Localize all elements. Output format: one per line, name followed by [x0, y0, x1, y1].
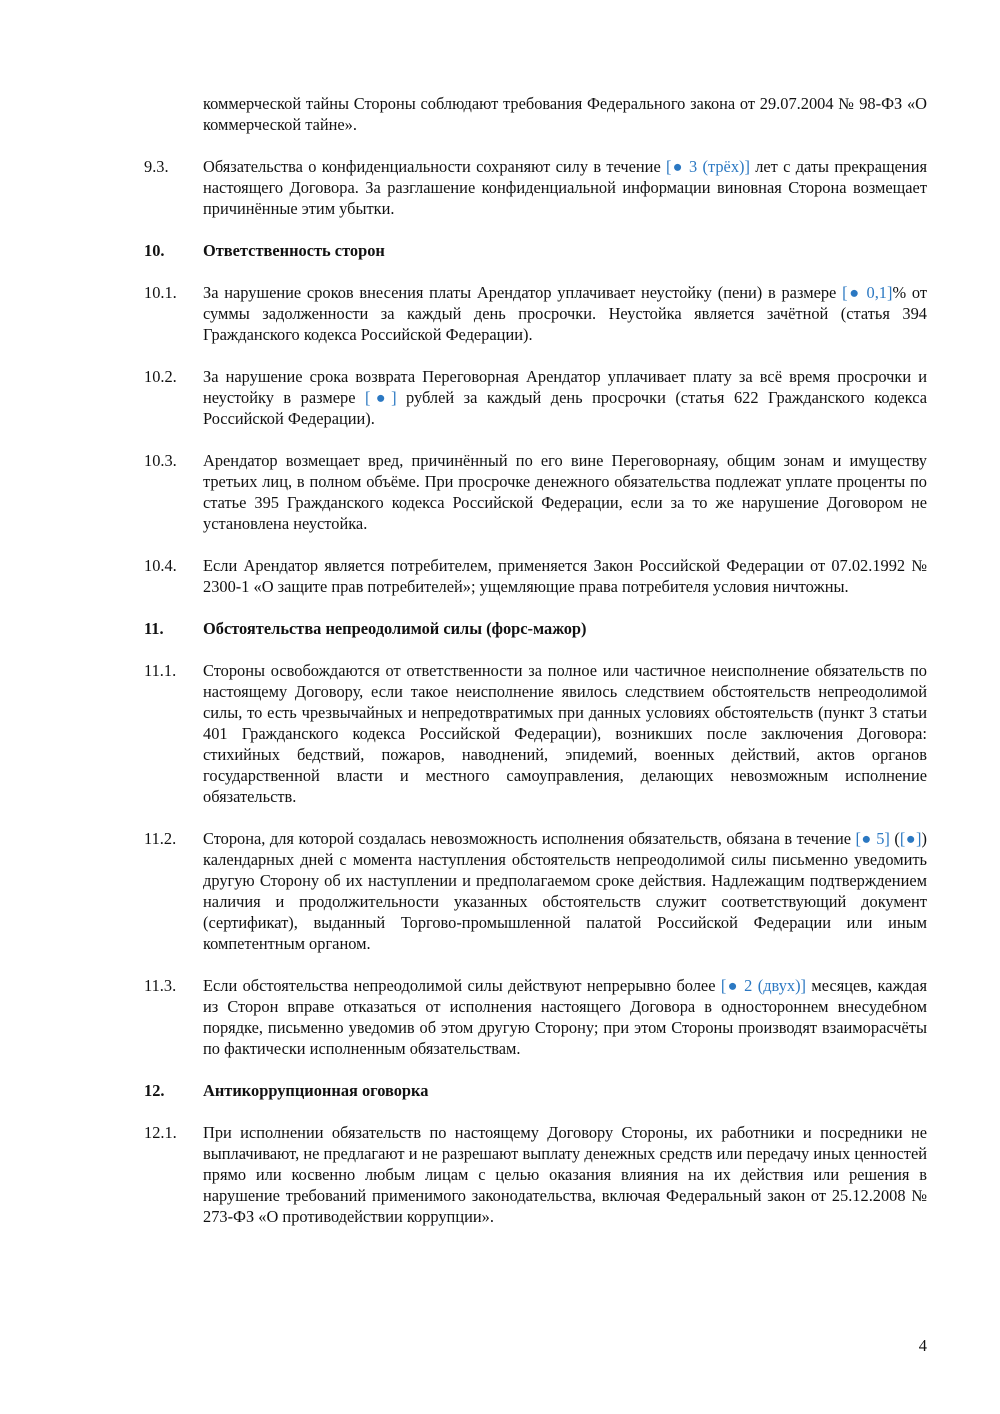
section-heading-12 — [144, 1080, 927, 1101]
clause-text — [203, 366, 927, 429]
continued-paragraph: коммерческой тайны Стороны соблюдают требования Федерального закона от 29.07.2004 № 98-ФЗ «О коммерческой тайне». — [203, 94, 927, 134]
clause-number: 10.2. — [144, 367, 177, 386]
placeholder-field: [● 0,1] — [842, 283, 893, 302]
clause-number: 11.1. — [144, 661, 177, 680]
clause-10-3 — [144, 450, 927, 534]
clause-text: При исполнении обязательств по настоящему Договору Стороны, их работники и посредники не выплачивают, не предлагают и не разрешают выплату денежных средств или передачу иных ценностей прямо или косвенно любым лицам с целью оказания влияния на их действия или решения в нарушение требований применимого законодательства, включая Федеральный закон от 25.12.2008 № 273-ФЗ «О противодействии коррупции». — [203, 1123, 927, 1226]
clause-text — [203, 282, 927, 345]
clause-text — [203, 975, 927, 1059]
section-title: Ответственность сторон — [203, 241, 385, 260]
clause-text-part: Если обстоятельства непреодолимой силы действуют непрерывно более — [203, 976, 721, 995]
placeholder-field: [● 5] — [855, 829, 890, 848]
clause-10-1 — [144, 282, 927, 345]
clause-11-2 — [144, 828, 927, 954]
clause-text-part: ) календарных дней с момента наступления обстоятельств непреодолимой силы письменно уведомить другую Сторону об их наступлении и предполагаемом сроке действия. Надлежащим подтверждением наличия и продолжительности указанных обстоятельств служит соответствующий документ (сертификат), выданный Торгово-промышленной палатой Российской Федерации или иным компетентным органом. — [203, 829, 927, 953]
clause-number: 11.2. — [144, 829, 177, 848]
placeholder-field: [● 2 (двух)] — [720, 976, 807, 995]
clause-11-1 — [144, 660, 927, 807]
clause-number: 10.1. — [144, 283, 177, 302]
section-heading-10 — [144, 240, 927, 261]
placeholder-field: [●] — [364, 388, 397, 407]
clause-text: Если Арендатор является потребителем, применяется Закон Российской Федерации от 07.02.1992 № 2300-1 «О защите прав потребителей»; ущемляющие права потребителя условия ничтожны. — [203, 556, 927, 596]
section-number: 12. — [144, 1081, 165, 1100]
clause-text-part: Сторона, для которой создалась невозможность исполнения обязательств, обязана в течение — [203, 829, 856, 848]
section-title: Обстоятельства непреодолимой силы (форс-мажор) — [203, 619, 587, 638]
clause-number: 9.3. — [144, 157, 169, 176]
clause-text-part: рублей за каждый день просрочки (статья 622 Гражданского кодекса Российской Федерации). — [203, 388, 927, 428]
clause-text — [203, 828, 927, 954]
clause-12-1 — [144, 1122, 927, 1227]
clause-text — [203, 156, 927, 219]
section-heading-11 — [144, 618, 927, 639]
placeholder-field: [●] — [899, 829, 922, 848]
clause-number: 12.1. — [144, 1123, 177, 1142]
clause-text-part: Обязательства о конфиденциальности сохраняют силу в течение — [203, 157, 667, 176]
clause-text-part: лет с даты прекращения настоящего Договора. За разглашение конфиденциальной информации виновная Сторона возмещает причинённые этим убытки. — [203, 157, 928, 218]
clause-9-3 — [144, 156, 927, 219]
page-number: 4 — [918, 1336, 927, 1355]
clause-text: Арендатор возмещает вред, причинённый по его вине Переговорнаяу, общим зонам и имуществу третьих лиц, в полном объёме. При просрочке денежного обязательства подлежат уплате проценты по статье 395 Гражданского кодекса Российской Федерации, если за то же нарушение Договором не установлена неустойка. — [203, 451, 927, 533]
section-number: 11. — [144, 619, 164, 638]
placeholder-field: [● 3 (трёх)] — [666, 157, 750, 176]
clause-text-part: % от суммы задолженности за каждый день просрочки. Неустойка является зачётной (статья 394 Гражданского кодекса Российской Федерации). — [203, 283, 928, 344]
clause-text-part: За нарушение срока возврата Переговорная Арендатор уплачивает плату за всё время просрочки и неустойку в размере — [203, 367, 927, 407]
clause-text-part: ( — [889, 829, 900, 848]
clause-10-2 — [144, 366, 927, 429]
clause-11-3 — [144, 975, 927, 1059]
clause-text: Стороны освобождаются от ответственности за полное или частичное неисполнение обязательств по настоящему Договору, если такое неисполнение явилось следствием обстоятельств непреодолимой силы, то есть чрезвычайных и непредотвратимых при данных условиях обстоятельств (пункт 3 статьи 401 Гражданского кодекса Российской Федерации), возникших после заключения Договора: стихийных бедствий, пожаров, наводнений, эпидемий, военных действий, актов органов государственной власти и местного самоуправления, делающих невозможным исполнение обязательств. — [203, 661, 927, 806]
clause-10-4 — [144, 555, 927, 597]
document-body — [144, 93, 927, 1248]
section-title: Антикоррупционная оговорка — [203, 1081, 429, 1100]
clause-text-part: месяцев, каждая из Сторон вправе отказаться от исполнения настоящего Договора в одностороннем внесудебном порядке, письменно уведомив об этом другую Сторону; при этом Стороны производят взаиморасчёты по фактически исполненным обязательствам. — [203, 976, 927, 1058]
clause-number: 11.3. — [144, 976, 177, 995]
clause-number: 10.3. — [144, 451, 177, 470]
section-number: 10. — [144, 241, 165, 260]
clause-text-part: За нарушение сроков внесения платы Арендатор уплачивает неустойку (пени) в размере — [203, 283, 843, 302]
clause-number: 10.4. — [144, 556, 177, 575]
